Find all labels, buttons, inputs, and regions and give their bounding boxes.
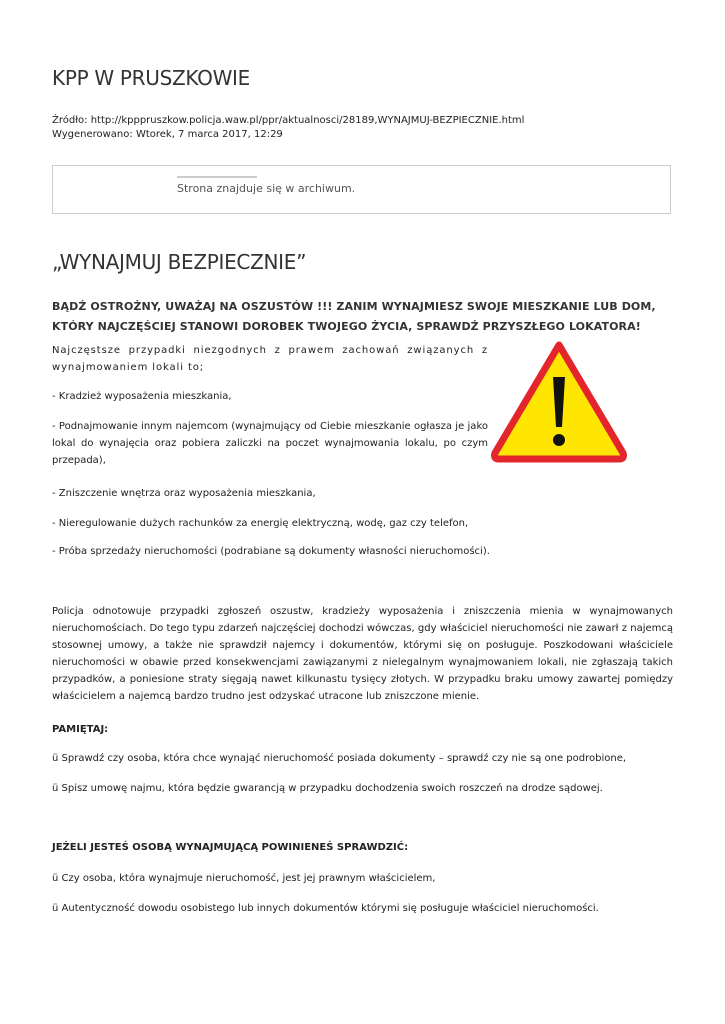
article-title: „WYNAJMUJ BEZPIECZNIE” bbox=[52, 250, 307, 274]
list-item: - Podnajmowanie innym najemcom (wynajmujący od Ciebie mieszkanie ogłasza je jako lokal do wynajęcia oraz pobiera zaliczki na poczet wynajmowania lokalu, po czym przepada), bbox=[52, 421, 488, 466]
paragraph-intro: Najczęstsze przypadki niezgodnych z prawem zachowań związanych z wynajmowaniem lokali to; bbox=[52, 345, 488, 373]
meta-info bbox=[52, 114, 524, 142]
warning-icon bbox=[489, 339, 629, 464]
article-lead: BĄDŹ OSTROŻNY, UWAŻAJ NA OSZUSTÓW !!! ZANIM WYNAJMIESZ SWOJE MIESZKANIE LUB DOM, KTÓRY NAJCZĘŚCIEJ STANOWI DOROBEK TWOJEGO ŻYCIA, SPRAWDŹ PRZYSZŁEGO LOKATORA! bbox=[52, 300, 656, 333]
list-item: - Kradzież wyposażenia mieszkania, bbox=[52, 391, 232, 402]
generated-date: Wygenerowano: Wtorek, 7 marca 2017, 12:29 bbox=[52, 129, 283, 140]
list-item: ü Spisz umowę najmu, która będzie gwarancją w przypadku dochodzenia swoich roszczeń na drodze sądowej. bbox=[52, 783, 603, 794]
source-url: Źródło: http://kpppruszkow.policja.waw.pl/ppr/aktualnosci/28189,WYNAJMUJ-BEZPIECZNIE.html bbox=[52, 115, 525, 126]
paragraph-body: Policja odnotowuje przypadki zgłoszeń oszustw, kradzieży wyposażenia i zniszczenia mienia w wynajmowanych nieruchomościach. Do tego typu zdarzeń najczęściej dochodzi wówczas, gdy właściciel nieruchomości nie zawarł z najemcą stosownej umowy, a także nie sprawdził najemcy i dokumentów, którymi się on posługuje. Poszkodowani właściciele nieruchomości w obawie przed konsekwencjami zawiązanymi z nielegalnym wynajmowaniem lokali, nie zgłaszają takich przypadków, a poniesione straty sięgają nawet kilkunastu tysięcy złotych. W przypadku braku umowy zawartej pomiędzy właścicielem a najemcą bardzo trudno jest odzyskać utracone lub zniszczone mienie. bbox=[52, 606, 673, 702]
archive-notice bbox=[52, 165, 671, 214]
list-item: - Próba sprzedaży nieruchomości (podrabiane są dokumenty własności nieruchomości). bbox=[52, 546, 490, 557]
archive-divider bbox=[177, 176, 257, 178]
section-heading-remember: PAMIĘTAJ: bbox=[52, 724, 109, 735]
list-item: ü Sprawdź czy osoba, która chce wynająć nieruchomość posiada dokumenty – sprawdź czy nie są one podrobione, bbox=[52, 753, 627, 764]
section-heading-landlord: JEŻELI JESTEŚ OSOBĄ WYNAJMUJĄCĄ POWINIENEŚ SPRAWDZIĆ: bbox=[52, 842, 409, 853]
list-item: - Nieregulowanie dużych rachunków za energię elektryczną, wodę, gaz czy telefon, bbox=[52, 518, 469, 529]
list-item: ü Czy osoba, która wynajmuje nieruchomość, jest jej prawnym właścicielem, bbox=[52, 873, 436, 884]
site-title: KPP W PRUSZKOWIE bbox=[52, 66, 250, 90]
list-item: - Zniszczenie wnętrza oraz wyposażenia mieszkania, bbox=[52, 488, 316, 499]
archive-text: Strona znajduje się w archiwum. bbox=[177, 182, 356, 195]
list-item: ü Autentyczność dowodu osobistego lub innych dokumentów którymi się posługuje właściciel nieruchomości. bbox=[52, 903, 599, 914]
